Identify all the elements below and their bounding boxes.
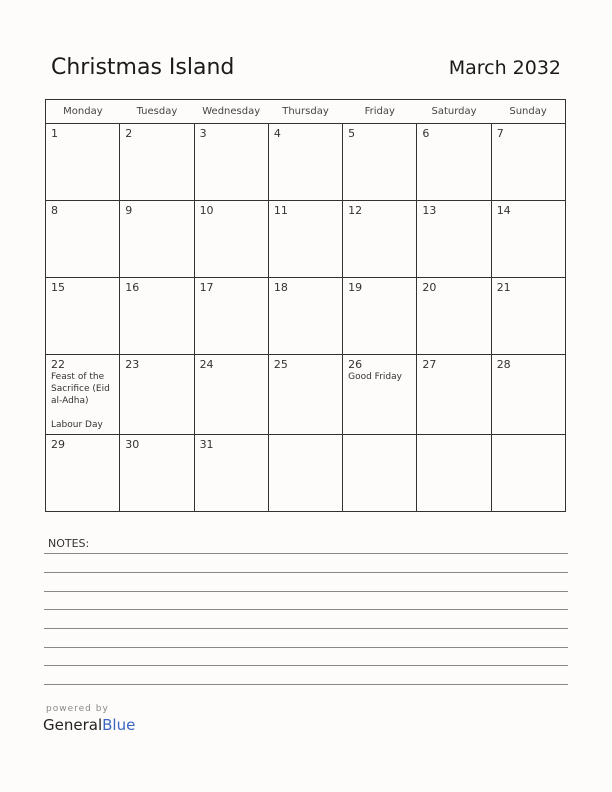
day-number: 28 xyxy=(496,358,511,371)
day-cell xyxy=(194,435,268,512)
day-cell xyxy=(343,278,417,355)
day-number: 13 xyxy=(422,204,437,217)
day-cell xyxy=(120,435,194,512)
day-number: 17 xyxy=(199,281,214,294)
notes-line xyxy=(44,628,568,629)
notes-line xyxy=(44,553,568,554)
brand-part-blue: Blue xyxy=(102,716,136,734)
day-cell xyxy=(268,201,342,278)
day-number: 16 xyxy=(125,281,140,294)
day-cell xyxy=(46,435,120,512)
notes-line xyxy=(44,572,568,573)
day-cell xyxy=(268,278,342,355)
day-number: 21 xyxy=(496,281,511,294)
day-cell xyxy=(194,124,268,201)
day-number: 26 xyxy=(348,358,363,371)
day-number: 22 xyxy=(51,358,65,371)
day-number: 19 xyxy=(348,281,363,294)
day-cell xyxy=(120,355,194,435)
weekday-friday: Friday xyxy=(343,100,417,124)
day-cell xyxy=(46,278,120,355)
day-cell xyxy=(120,278,194,355)
day-cell xyxy=(120,124,194,201)
day-cell xyxy=(417,435,491,512)
calendar-grid xyxy=(45,99,566,512)
day-number: 30 xyxy=(125,438,140,451)
notes-line xyxy=(44,609,568,610)
day-cell xyxy=(343,201,417,278)
day-number: 2 xyxy=(125,127,133,140)
weekday-header-row xyxy=(46,100,566,124)
weekday-wednesday: Wednesday xyxy=(194,100,268,124)
holiday-label: Feast of the xyxy=(51,372,105,382)
holiday-label: Labour Day xyxy=(51,420,103,430)
day-cell xyxy=(491,124,565,201)
day-number: 11 xyxy=(273,204,288,217)
day-number: 4 xyxy=(273,127,281,140)
powered-by-text: powered by xyxy=(46,704,109,714)
day-number: 5 xyxy=(348,127,356,140)
day-number: 15 xyxy=(51,281,65,294)
day-number: 1 xyxy=(51,127,58,140)
week-row xyxy=(46,355,566,435)
notes-line xyxy=(44,647,568,648)
day-cell xyxy=(268,355,342,435)
day-number: 14 xyxy=(496,204,511,217)
generalblue-logo xyxy=(43,716,135,734)
day-number: 20 xyxy=(422,281,437,294)
day-cell xyxy=(46,355,120,435)
day-number: 3 xyxy=(199,127,207,140)
notes-label: NOTES: xyxy=(48,537,90,550)
weekday-thursday: Thursday xyxy=(268,100,342,124)
weekday-tuesday: Tuesday xyxy=(120,100,194,124)
day-number: 6 xyxy=(422,127,430,140)
day-cell xyxy=(46,124,120,201)
day-cell xyxy=(268,124,342,201)
day-number: 18 xyxy=(273,281,288,294)
holiday-label: al-Adha) xyxy=(51,396,89,406)
weekday-saturday: Saturday xyxy=(417,100,491,124)
day-number: 31 xyxy=(199,438,214,451)
day-cell xyxy=(417,124,491,201)
day-cell xyxy=(491,355,565,435)
day-cell xyxy=(194,355,268,435)
day-cell xyxy=(417,355,491,435)
day-number: 10 xyxy=(199,204,214,217)
day-cell xyxy=(343,124,417,201)
week-row xyxy=(46,124,566,201)
day-number: 8 xyxy=(51,204,58,217)
notes-line xyxy=(44,665,568,666)
day-number: 7 xyxy=(496,127,504,140)
day-cell xyxy=(417,201,491,278)
day-cell xyxy=(120,201,194,278)
day-cell xyxy=(194,201,268,278)
day-cell xyxy=(417,278,491,355)
day-cell xyxy=(491,278,565,355)
notes-line xyxy=(44,591,568,592)
notes-line xyxy=(44,684,568,685)
week-row xyxy=(46,435,566,512)
day-cell xyxy=(268,435,342,512)
weekday-sunday: Sunday xyxy=(491,100,565,124)
calendar-month-title: March 2032 xyxy=(448,57,561,79)
day-number: 25 xyxy=(273,358,288,371)
day-number: 23 xyxy=(125,358,140,371)
day-number: 27 xyxy=(422,358,437,371)
weekday-monday: Monday xyxy=(46,100,120,124)
day-cell xyxy=(46,201,120,278)
day-cell xyxy=(343,355,417,435)
day-cell xyxy=(194,278,268,355)
brand-part-general: General xyxy=(43,716,103,734)
day-cell xyxy=(491,201,565,278)
day-cell xyxy=(343,435,417,512)
day-number: 29 xyxy=(51,438,65,451)
week-row xyxy=(46,201,566,278)
calendar-country-title: Christmas Island xyxy=(51,55,235,80)
day-cell xyxy=(491,435,565,512)
week-row xyxy=(46,278,566,355)
day-number: 12 xyxy=(348,204,363,217)
holiday-label: Sacrifice (Eid xyxy=(51,384,110,394)
holiday-label: Good Friday xyxy=(348,372,402,382)
day-number: 24 xyxy=(199,358,214,371)
day-number: 9 xyxy=(125,204,133,217)
